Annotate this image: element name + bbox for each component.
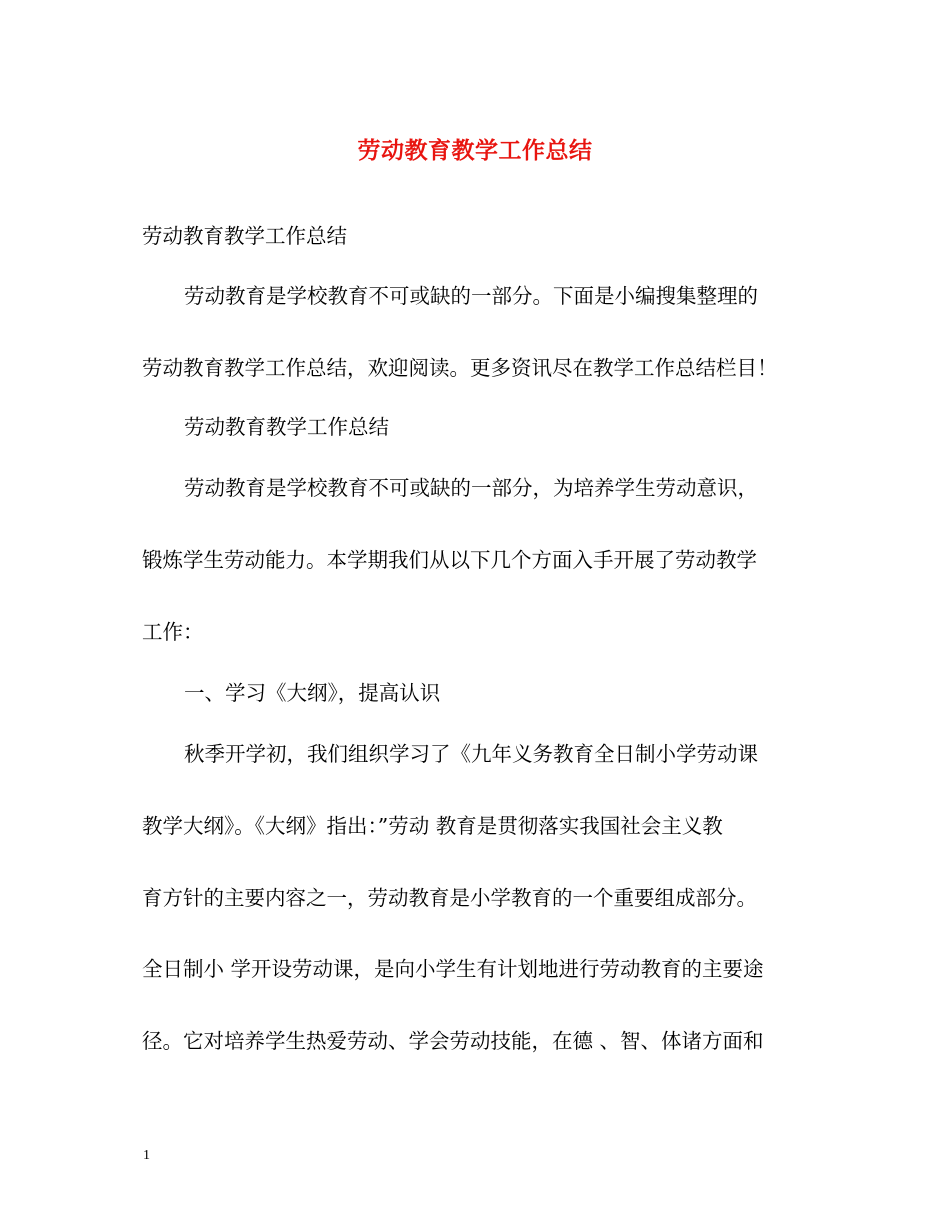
text-line: 劳动教育是学校教育不可或缺的一部分，为培养学生劳动意识， bbox=[184, 476, 758, 500]
text-line: 劳动教育教学工作总结，欢迎阅读。更多资讯尽在教学工作总结栏目！ bbox=[142, 356, 778, 380]
text-line: 劳动教育教学工作总结 bbox=[142, 224, 347, 248]
text-line: 全日制小 学开设劳动课，是向小学生有计划地进行劳动教育的主要途 bbox=[142, 957, 764, 981]
text-line: 径。它对培养学生热爱劳动、学会劳动技能，在德 、智、体诸方面和 bbox=[142, 1029, 764, 1053]
text-line: 工作： bbox=[142, 620, 204, 644]
section-heading: 一、学习《大纲》，提高认识 bbox=[184, 681, 441, 705]
text-line: 劳动教育教学工作总结 bbox=[184, 415, 389, 439]
document-title: 劳动教育教学工作总结 bbox=[357, 137, 593, 164]
text-line: 秋季开学初，我们组织学习了《九年义务教育全日制小学劳动课 bbox=[184, 742, 758, 766]
text-line: 劳动教育是学校教育不可或缺的一部分。下面是小编搜集整理的 bbox=[184, 284, 758, 308]
page-number: 1 bbox=[143, 1148, 150, 1163]
text-line: 教学大纲》。《大纲》指出：”劳动 教育是贯彻落实我国社会主义教 bbox=[142, 814, 723, 838]
text-line: 育方针的主要内容之一，劳动教育是小学教育的一个重要组成部分。 bbox=[142, 886, 757, 910]
text-line: 锻炼学生劳动能力。本学期我们从以下几个方面入手开展了劳动教学 bbox=[142, 548, 757, 572]
